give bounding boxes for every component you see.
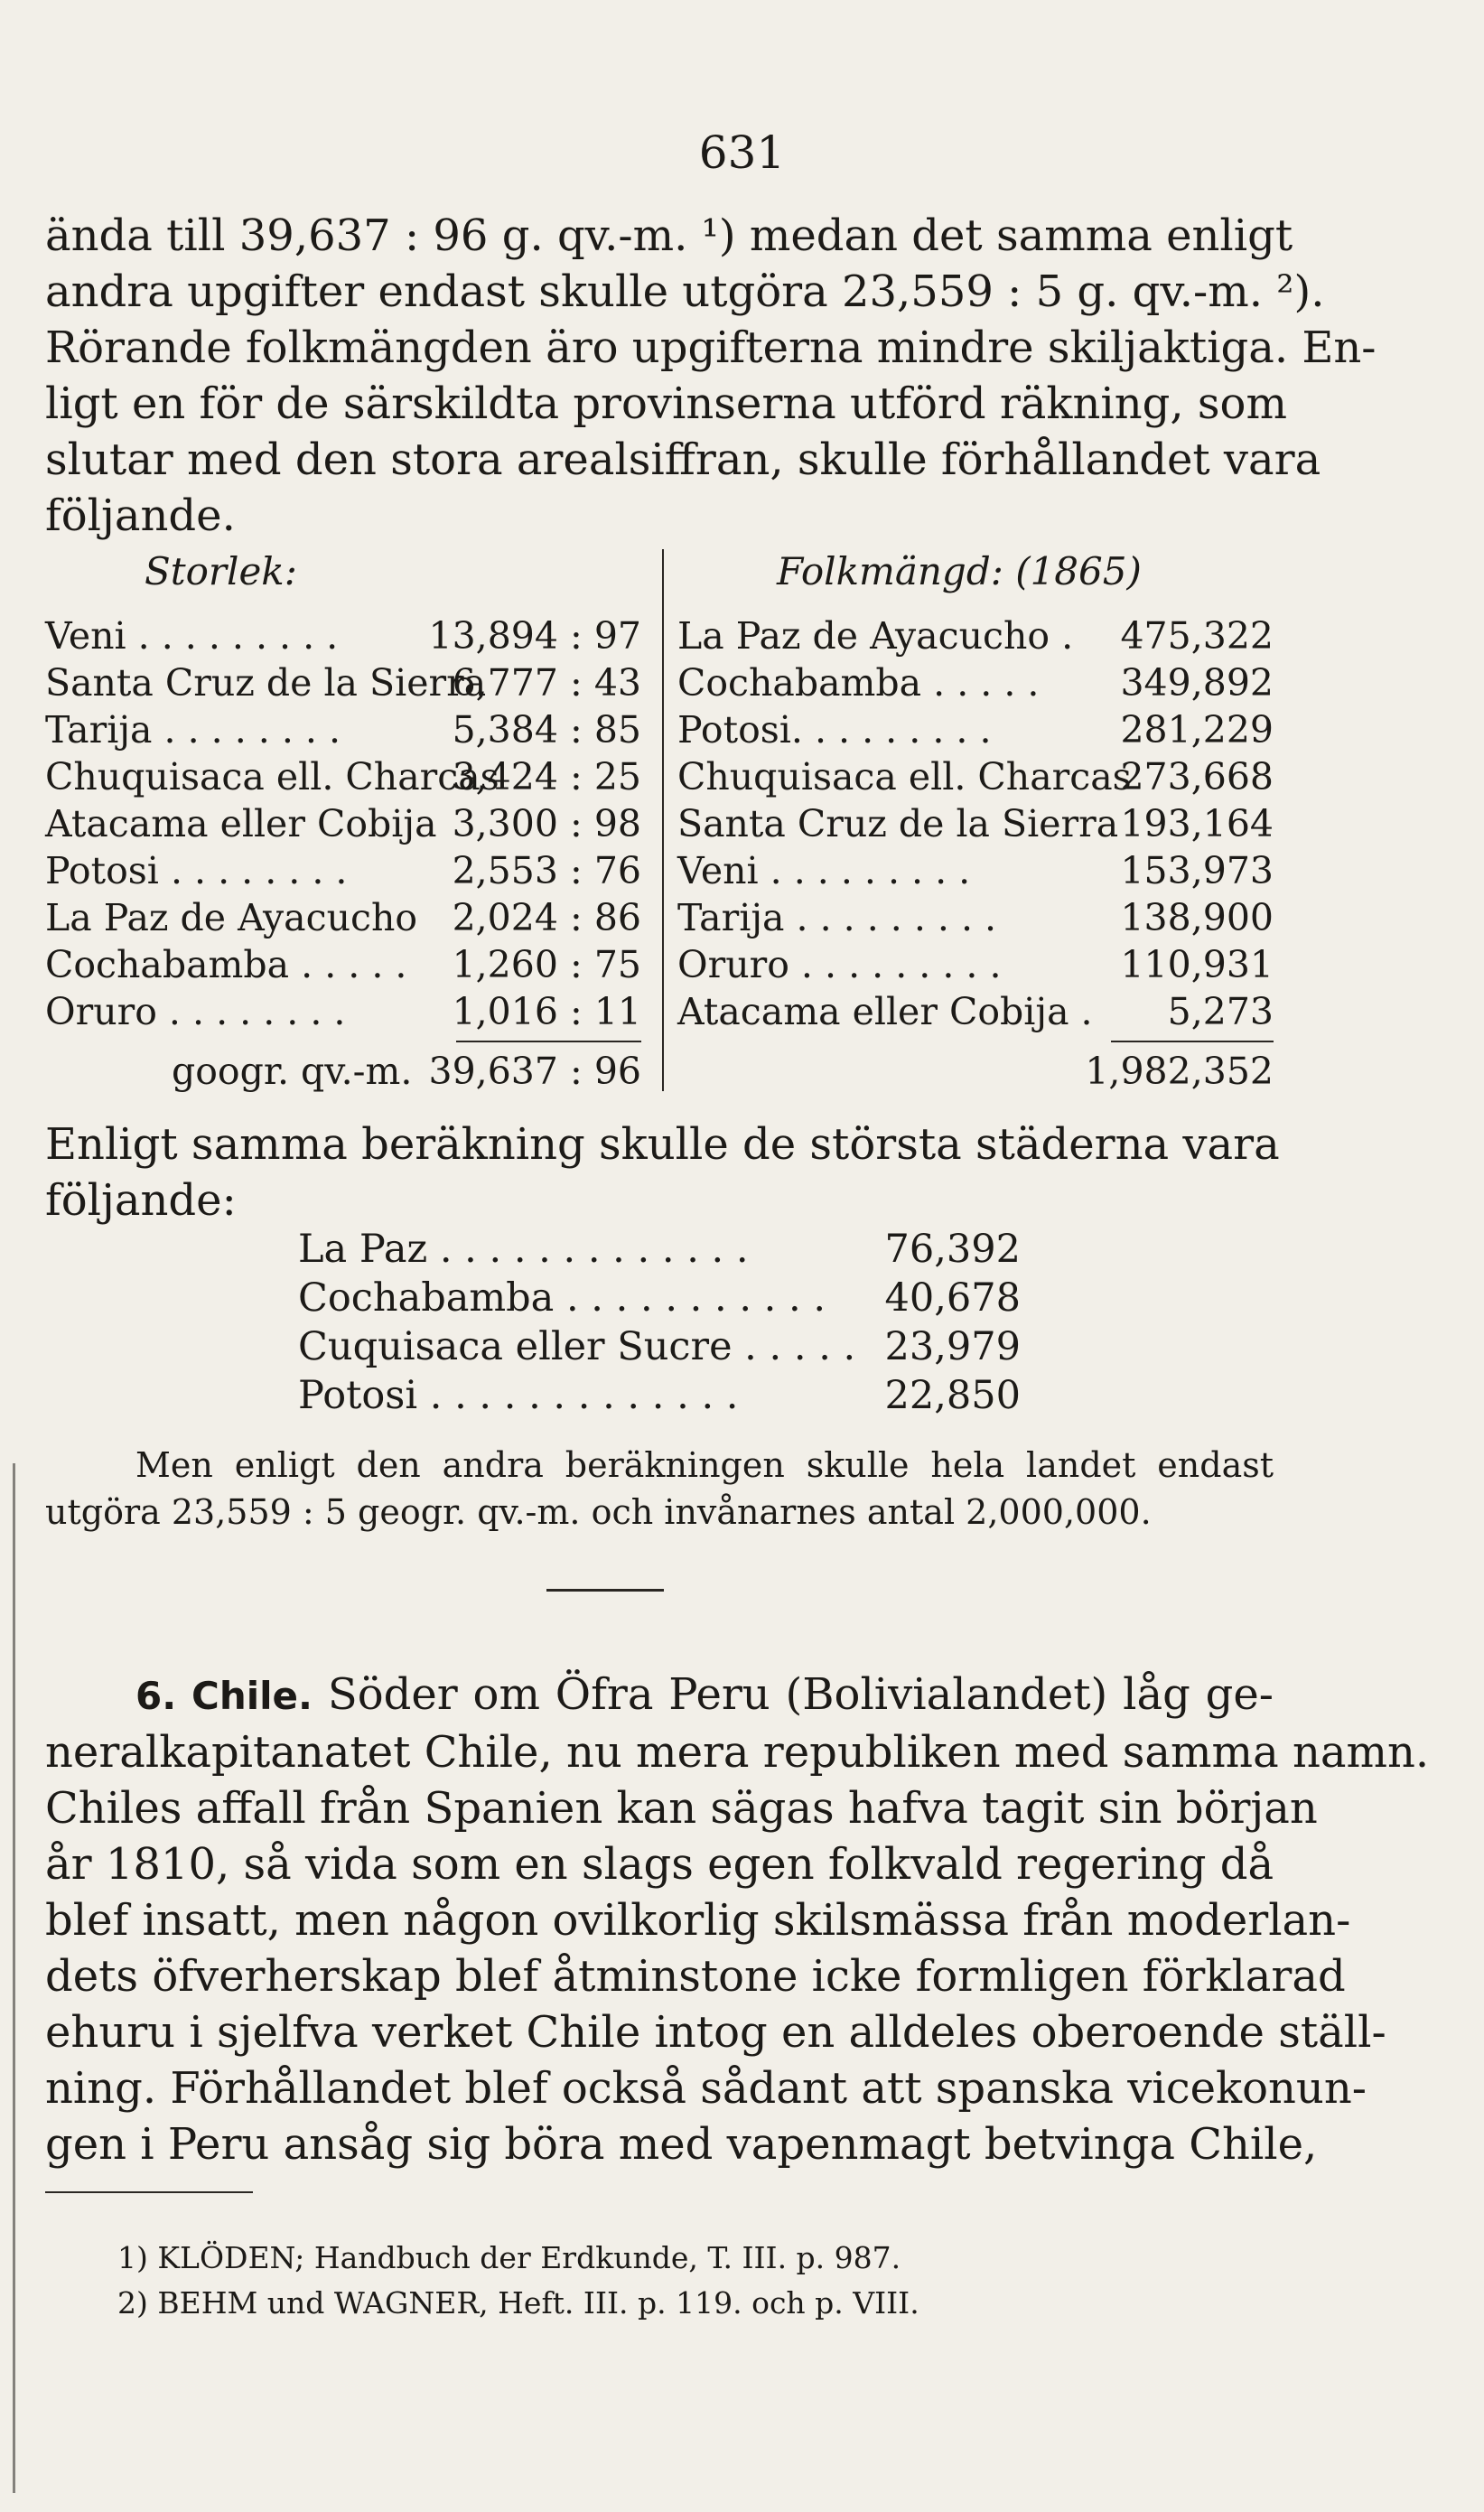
area-row [45, 661, 641, 708]
area-row-value: 2,553 : 76 [452, 849, 641, 892]
chile-line: neralkapitanatet Chile, nu mera republiken med samma namn. [45, 1727, 1430, 1778]
population-row-value: 281,229 [1120, 708, 1274, 752]
area-row [45, 943, 641, 990]
section-heading: Chile. [191, 1674, 313, 1718]
city-row [298, 1227, 1021, 1275]
chile-line: dets öfverherskap blef åtminstone icke formligen förklarad [45, 1951, 1346, 2002]
footnote [117, 2240, 901, 2275]
chile-line: blef insatt, men någon ovilkorlig skilsmässa från moderlan- [45, 1895, 1351, 1946]
population-row-label: Potosi. . . . . . . . . [677, 708, 992, 752]
area-row-value: 1,016 : 11 [452, 990, 641, 1033]
area-total-label: googr. qv.-m. [172, 1050, 413, 1093]
section-number: 6. [135, 1674, 177, 1718]
footnote-text: KLÖDEN; Handbuch der Erdkunde, T. III. p. 987. [157, 2240, 901, 2275]
city-row [298, 1275, 1021, 1324]
population-row [677, 755, 1274, 802]
area-row-value: 2,024 : 86 [452, 896, 641, 939]
population-row-value: 5,273 [1167, 990, 1274, 1033]
footnote-mark: 2) [117, 2285, 148, 2321]
chile-first-line [45, 1667, 1274, 1724]
intro-line: slutar med den stora arealsiffran, skulle förhållandet vara [45, 434, 1321, 485]
intro-line: Rörande folkmängden äro upgifterna mindre skiljaktiga. En- [45, 322, 1377, 373]
population-total-row [677, 1050, 1274, 1097]
column-divider [662, 549, 664, 1091]
area-row [45, 755, 641, 802]
population-header-text: Folkmängd: (1865) [777, 549, 1142, 593]
city-population: 22,850 [884, 1373, 1021, 1418]
area-row-value: 13,894 : 97 [428, 614, 641, 658]
note-line: utgöra 23,559 : 5 geogr. qv.-m. och invånarnes antal 2,000,000. [45, 1492, 1152, 1532]
population-row-label: Atacama eller Cobija . [677, 990, 1093, 1033]
cities-intro [45, 1116, 1280, 1228]
area-row-label: Veni . . . . . . . . . [45, 614, 339, 658]
footnote [117, 2285, 919, 2321]
population-row [677, 708, 1274, 755]
area-row [45, 614, 641, 661]
area-row [45, 802, 641, 849]
cities-intro-line: följande: [45, 1175, 237, 1226]
area-row-value: 3,424 : 25 [452, 755, 641, 798]
intro-paragraph [45, 208, 1377, 544]
area-row [45, 708, 641, 755]
area-row [45, 849, 641, 896]
population-sum-rule [1111, 1041, 1274, 1042]
intro-line: följande. [45, 490, 236, 541]
city-name: Cochabamba . . . . . . . . . . . [298, 1275, 826, 1321]
area-row-value: 1,260 : 75 [452, 943, 641, 986]
population-row-label: Tarija . . . . . . . . . [677, 896, 997, 939]
area-row-label: Cochabamba . . . . . [45, 943, 407, 986]
section-divider [546, 1589, 664, 1592]
intro-line: andra upgifter endast skulle utgöra 23,559 : 5 g. qv.-m. ²). [45, 266, 1325, 317]
population-row [677, 896, 1274, 943]
area-row-label: La Paz de Ayacucho [45, 896, 418, 939]
footnote-rule [45, 2191, 253, 2193]
area-column-header: Storlek: [145, 549, 297, 593]
population-row-value: 138,900 [1120, 896, 1274, 939]
chile-section [45, 1667, 1430, 2172]
footnote-text: BEHM und WAGNER, Heft. III. p. 119. och p. VIII. [157, 2285, 919, 2321]
chile-line: år 1810, så vida som en slags egen folkvald regering då [45, 1839, 1274, 1890]
population-row [677, 802, 1274, 849]
city-name: La Paz . . . . . . . . . . . . . [298, 1227, 749, 1272]
area-row-label: Atacama eller Cobija [45, 802, 437, 845]
city-population: 76,392 [884, 1227, 1021, 1272]
population-row-label: Oruro . . . . . . . . . [677, 943, 1002, 986]
city-row [298, 1324, 1021, 1373]
area-row-label: Chuquisaca ell. Charcas [45, 755, 499, 798]
city-name: Potosi . . . . . . . . . . . . . [298, 1373, 739, 1418]
page-number: 631 [698, 126, 786, 179]
area-row-value: 6,777 : 43 [452, 661, 641, 705]
area-row-value: 5,384 : 85 [452, 708, 641, 752]
population-row [677, 943, 1274, 990]
note-line: Men enligt den andra beräkningen skulle hela landet endast [135, 1445, 1274, 1485]
intro-line: ända till 39,637 : 96 g. qv.-m. ¹) medan det samma enligt [45, 210, 1293, 261]
population-row [677, 990, 1274, 1037]
chile-line-text: Söder om Öfra Peru (Bolivialandet) låg ge- [327, 1669, 1274, 1720]
statistics-table [45, 549, 1274, 1091]
population-row-label: Santa Cruz de la Sierra [677, 802, 1119, 845]
population-column-header [777, 549, 1142, 593]
population-row [677, 614, 1274, 661]
chile-line: ehuru i sjelfva verket Chile intog en alldeles oberoende ställ- [45, 2007, 1386, 2058]
city-name: Cuquisaca eller Sucre . . . . . [298, 1324, 856, 1369]
population-row-label: Chuquisaca ell. Charcas [677, 755, 1132, 798]
chile-line: ning. Förhållandet blef också sådant att spanska vicekonun- [45, 2063, 1367, 2114]
chile-line: gen i Peru ansåg sig böra med vapenmagt betvinga Chile, [45, 2119, 1318, 2170]
area-total-row [45, 1050, 641, 1097]
population-row-value: 110,931 [1120, 943, 1274, 986]
population-row-label: La Paz de Ayacucho . [677, 614, 1074, 658]
population-note [45, 1442, 1274, 1536]
footnote-mark: 1) [117, 2240, 148, 2275]
cities-intro-line: Enligt samma beräkning skulle de största städerna vara [45, 1119, 1280, 1170]
area-row-label: Tarija . . . . . . . . [45, 708, 341, 752]
population-total-value: 1,982,352 [1085, 1050, 1274, 1093]
population-row-value: 193,164 [1120, 802, 1274, 845]
population-row [677, 661, 1274, 708]
area-row [45, 990, 641, 1037]
population-row-value: 349,892 [1120, 661, 1274, 705]
chile-line: Chiles affall från Spanien kan sägas hafva tagit sin början [45, 1783, 1318, 1834]
area-row-label: Potosi . . . . . . . . [45, 849, 348, 892]
city-row [298, 1373, 1021, 1422]
city-population: 23,979 [884, 1324, 1021, 1369]
area-row [45, 896, 641, 943]
area-row-label: Oruro . . . . . . . . [45, 990, 346, 1033]
intro-line: ligt en för de särskildta provinserna utförd räkning, som [45, 378, 1287, 429]
population-row-label: Veni . . . . . . . . . [677, 849, 971, 892]
population-row-value: 273,668 [1120, 755, 1274, 798]
area-total-value: 39,637 : 96 [428, 1050, 641, 1093]
population-row-value: 475,322 [1120, 614, 1274, 658]
area-row-value: 3,300 : 98 [452, 802, 641, 845]
city-population: 40,678 [884, 1275, 1021, 1321]
area-row-label: Santa Cruz de la Sierra [45, 661, 487, 705]
area-sum-rule [456, 1041, 641, 1042]
population-row-value: 153,973 [1120, 849, 1274, 892]
page-edge-shadow [13, 1463, 15, 2493]
population-row-label: Cochabamba . . . . . [677, 661, 1040, 705]
population-row [677, 849, 1274, 896]
